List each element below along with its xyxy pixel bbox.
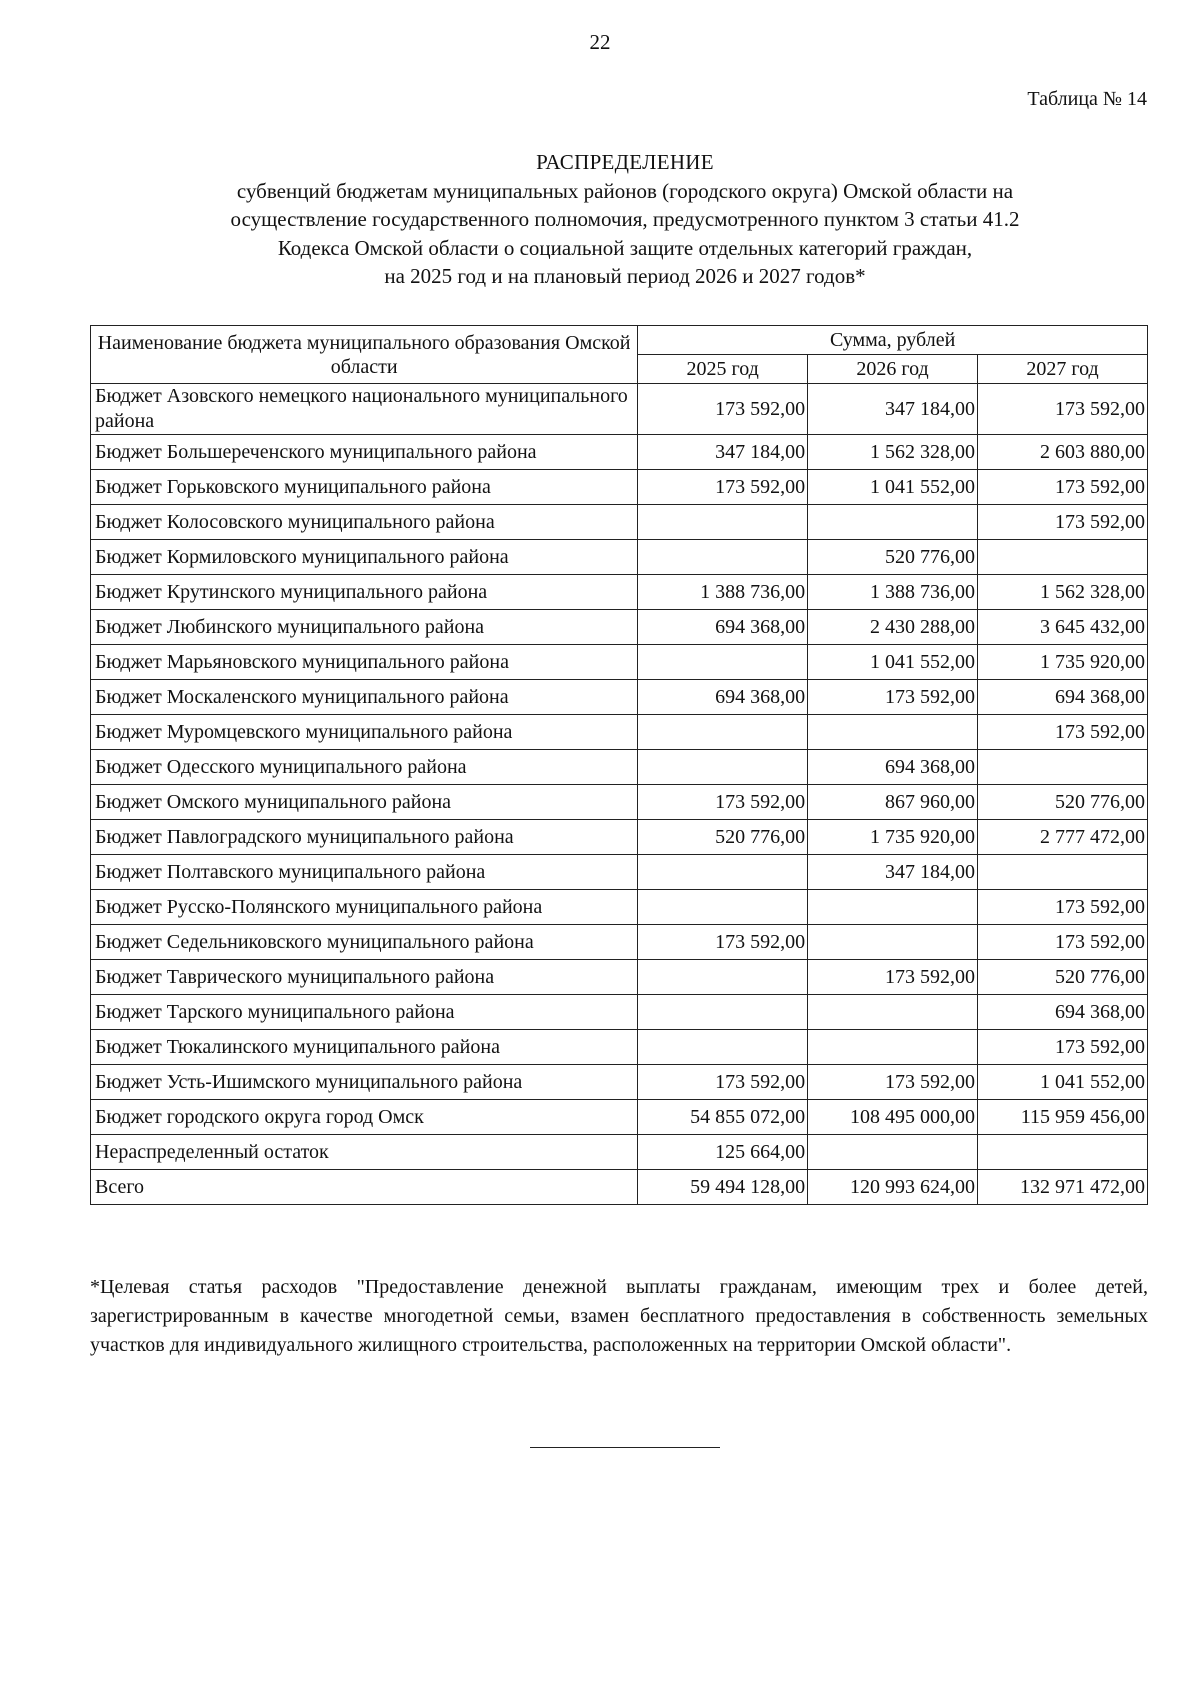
budget-name-cell: Бюджет Крутинского муниципального района: [91, 575, 638, 610]
budget-name-cell: Бюджет Полтавского муниципального района: [91, 855, 638, 890]
amount-2025-cell: 173 592,00: [638, 470, 808, 505]
amount-2026-cell: 1 562 328,00: [808, 435, 978, 470]
amount-2027-cell: 694 368,00: [978, 995, 1148, 1030]
amount-2027-cell: 132 971 472,00: [978, 1170, 1148, 1205]
title-line: осуществление государственного полномочия, предусмотренного пунктом 3 статьи 41.2: [230, 207, 1020, 231]
amount-2025-cell: [638, 960, 808, 995]
table-row: [91, 855, 1148, 890]
footnote: *Целевая статья расходов "Предоставление денежной выплаты гражданам, имеющим трех и более детей, зарегистрированным в качестве многодетной семьи, взамен бесплатного предоставления в собственность земельных участков для индивидуального жилищного строительства, расположенных на территории Омской области".: [90, 1276, 1148, 1356]
table-caption: Таблица № 14: [1027, 88, 1147, 110]
amount-2025-cell: 694 368,00: [638, 680, 808, 715]
amount-2026-cell: 173 592,00: [808, 1065, 978, 1100]
amount-2025-cell: [638, 855, 808, 890]
budget-name-cell: Бюджет Одесского муниципального района: [91, 750, 638, 785]
amount-2027-cell: 1 735 920,00: [978, 645, 1148, 680]
table-row: [91, 610, 1148, 645]
amount-2025-cell: [638, 505, 808, 540]
amount-2025-cell: 125 664,00: [638, 1135, 808, 1170]
table-row: [91, 1170, 1148, 1205]
amount-2027-cell: 2 603 880,00: [978, 435, 1148, 470]
budget-name-cell: Бюджет Кормиловского муниципального района: [91, 540, 638, 575]
amount-2025-cell: [638, 750, 808, 785]
amount-2026-cell: 120 993 624,00: [808, 1170, 978, 1205]
amount-2026-cell: 347 184,00: [808, 855, 978, 890]
table-row: [91, 1065, 1148, 1100]
header-sum-label: Сумма, рублей: [638, 326, 1148, 355]
budget-name-cell: Бюджет Таврического муниципального района: [91, 960, 638, 995]
amount-2025-cell: 59 494 128,00: [638, 1170, 808, 1205]
budget-name-cell: Бюджет Тарского муниципального района: [91, 995, 638, 1030]
amount-2027-cell: 173 592,00: [978, 470, 1148, 505]
amount-2026-cell: [808, 890, 978, 925]
table-row: [91, 820, 1148, 855]
table-row: [91, 575, 1148, 610]
budget-name-cell: Бюджет Седельниковского муниципального района: [91, 925, 638, 960]
amount-2025-cell: 520 776,00: [638, 820, 808, 855]
title-line: на 2025 год и на плановый период 2026 и 2027 годов*: [384, 264, 866, 288]
amount-2027-cell: 173 592,00: [978, 1030, 1148, 1065]
header-year-2026: 2026 год: [808, 355, 978, 384]
amount-2025-cell: [638, 540, 808, 575]
budget-name-cell: Бюджет Горьковского муниципального района: [91, 470, 638, 505]
amount-2026-cell: 1 041 552,00: [808, 470, 978, 505]
amount-2025-cell: [638, 645, 808, 680]
amount-2027-cell: 2 777 472,00: [978, 820, 1148, 855]
amount-2026-cell: [808, 925, 978, 960]
amount-2026-cell: 1 041 552,00: [808, 645, 978, 680]
amount-2027-cell: 3 645 432,00: [978, 610, 1148, 645]
table-row: [91, 995, 1148, 1030]
amount-2025-cell: 54 855 072,00: [638, 1100, 808, 1135]
amount-2026-cell: 108 495 000,00: [808, 1100, 978, 1135]
budget-name-cell: Всего: [91, 1170, 638, 1205]
amount-2026-cell: 347 184,00: [808, 384, 978, 435]
budget-name-cell: Бюджет городского округа город Омск: [91, 1100, 638, 1135]
amount-2027-cell: 520 776,00: [978, 785, 1148, 820]
table-row: [91, 715, 1148, 750]
amount-2026-cell: 520 776,00: [808, 540, 978, 575]
header-year-2025: 2025 год: [638, 355, 808, 384]
budget-name-cell: Бюджет Омского муниципального района: [91, 785, 638, 820]
amount-2027-cell: 694 368,00: [978, 680, 1148, 715]
table-row: [91, 505, 1148, 540]
amount-2026-cell: [808, 715, 978, 750]
table-row: [91, 960, 1148, 995]
amount-2026-cell: 1 735 920,00: [808, 820, 978, 855]
amount-2026-cell: 173 592,00: [808, 960, 978, 995]
amount-2027-cell: [978, 540, 1148, 575]
table-row: [91, 785, 1148, 820]
header-name-col: Наименование бюджета муниципального образования Омской области: [91, 326, 638, 384]
subvention-table: [90, 325, 1148, 1205]
table-row: [91, 890, 1148, 925]
table-row: [91, 470, 1148, 505]
amount-2027-cell: 173 592,00: [978, 890, 1148, 925]
title-main: РАСПРЕДЕЛЕНИЕ: [536, 150, 714, 174]
amount-2026-cell: [808, 1030, 978, 1065]
amount-2027-cell: 173 592,00: [978, 384, 1148, 435]
footer-divider: [530, 1447, 720, 1448]
amount-2026-cell: 1 388 736,00: [808, 575, 978, 610]
amount-2027-cell: [978, 855, 1148, 890]
budget-name-cell: Бюджет Москаленского муниципального района: [91, 680, 638, 715]
amount-2027-cell: 520 776,00: [978, 960, 1148, 995]
budget-name-cell: Бюджет Муромцевского муниципального района: [91, 715, 638, 750]
table-body: [91, 384, 1148, 1205]
amount-2025-cell: [638, 890, 808, 925]
title-line: Кодекса Омской области о социальной защите отдельных категорий граждан,: [277, 235, 973, 260]
amount-2025-cell: 173 592,00: [638, 384, 808, 435]
table-row: [91, 540, 1148, 575]
table-row: [91, 1030, 1148, 1065]
table-row: [91, 435, 1148, 470]
table-row: [91, 645, 1148, 680]
amount-2025-cell: 347 184,00: [638, 435, 808, 470]
amount-2026-cell: 694 368,00: [808, 750, 978, 785]
table-row: [91, 1100, 1148, 1135]
table-row: [91, 680, 1148, 715]
budget-name-cell: Бюджет Усть-Ишимского муниципального района: [91, 1065, 638, 1100]
amount-2027-cell: 115 959 456,00: [978, 1100, 1148, 1135]
table-row: [91, 750, 1148, 785]
amount-2026-cell: [808, 995, 978, 1030]
table-row: [91, 384, 1148, 435]
budget-name-cell: Нераспределенный остаток: [91, 1135, 638, 1170]
amount-2027-cell: 173 592,00: [978, 505, 1148, 540]
amount-2025-cell: 1 388 736,00: [638, 575, 808, 610]
budget-name-cell: Бюджет Большереченского муниципального района: [91, 435, 638, 470]
budget-name-cell: Бюджет Колосовского муниципального района: [91, 505, 638, 540]
document-title: [90, 148, 1160, 291]
amount-2027-cell: 1 041 552,00: [978, 1065, 1148, 1100]
amount-2027-cell: 173 592,00: [978, 715, 1148, 750]
amount-2027-cell: 1 562 328,00: [978, 575, 1148, 610]
amount-2027-cell: 173 592,00: [978, 925, 1148, 960]
amount-2026-cell: [808, 1135, 978, 1170]
amount-2025-cell: [638, 715, 808, 750]
page-number: 22: [589, 30, 611, 54]
budget-name-cell: Бюджет Павлоградского муниципального района: [91, 820, 638, 855]
budget-name-cell: Бюджет Тюкалинского муниципального района: [91, 1030, 638, 1065]
budget-name-cell: Бюджет Азовского немецкого национального муниципального района: [91, 384, 638, 435]
amount-2025-cell: 694 368,00: [638, 610, 808, 645]
amount-2025-cell: [638, 1030, 808, 1065]
budget-name-cell: Бюджет Русско-Полянского муниципального района: [91, 890, 638, 925]
amount-2027-cell: [978, 750, 1148, 785]
amount-2025-cell: [638, 995, 808, 1030]
amount-2027-cell: [978, 1135, 1148, 1170]
header-year-2027: 2027 год: [978, 355, 1148, 384]
amount-2026-cell: [808, 505, 978, 540]
budget-name-cell: Бюджет Марьяновского муниципального района: [91, 645, 638, 680]
amount-2026-cell: 867 960,00: [808, 785, 978, 820]
amount-2026-cell: 173 592,00: [808, 680, 978, 715]
title-line: субвенций бюджетам муниципальных районов (городского округа) Омской области на: [236, 178, 1014, 203]
table-row: [91, 1135, 1148, 1170]
amount-2025-cell: 173 592,00: [638, 925, 808, 960]
amount-2025-cell: 173 592,00: [638, 1065, 808, 1100]
amount-2026-cell: 2 430 288,00: [808, 610, 978, 645]
amount-2025-cell: 173 592,00: [638, 785, 808, 820]
table-row: [91, 925, 1148, 960]
budget-name-cell: Бюджет Любинского муниципального района: [91, 610, 638, 645]
